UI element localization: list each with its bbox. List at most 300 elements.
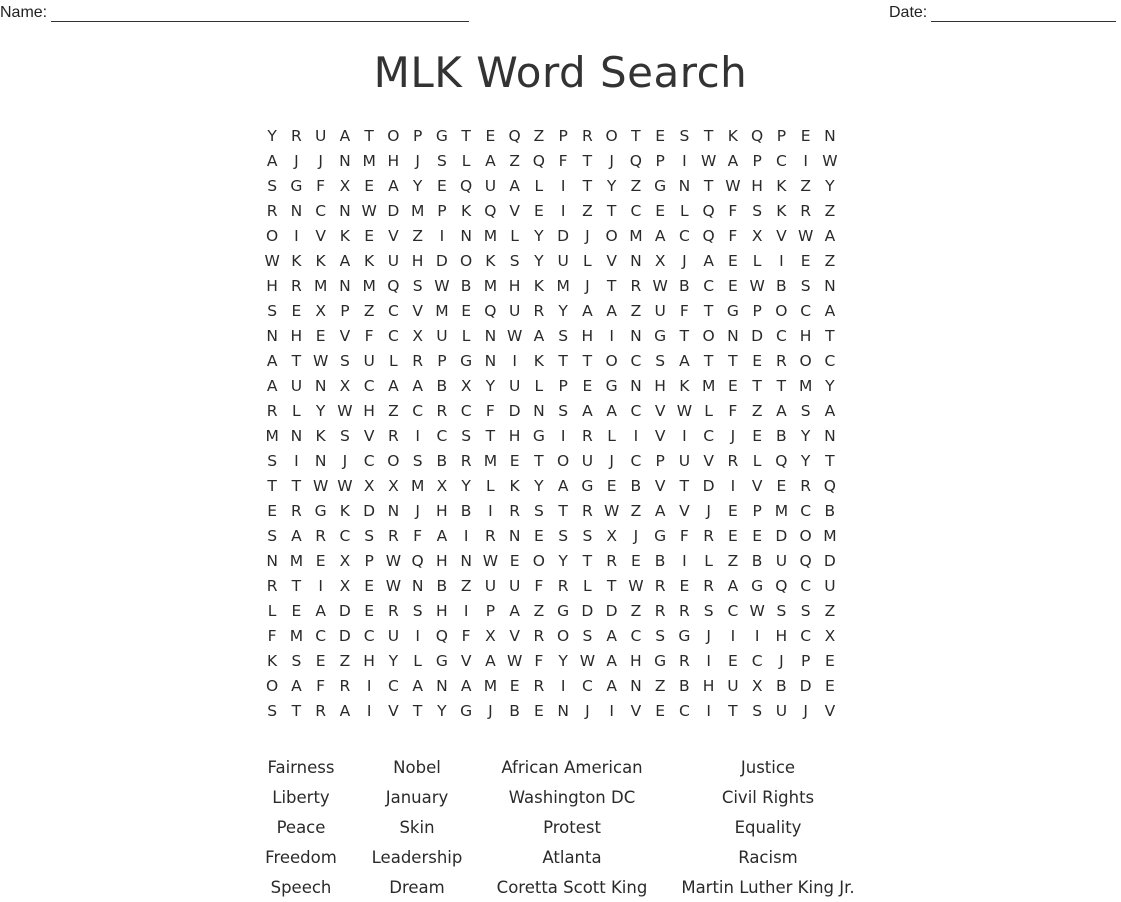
- grid-letter: M: [483, 227, 498, 245]
- grid-letter: C: [800, 502, 812, 520]
- grid-letter: W: [312, 477, 329, 495]
- grid-letter: P: [437, 202, 447, 220]
- grid-letter: T: [534, 452, 544, 470]
- grid-letter: P: [752, 302, 762, 320]
- grid-letter: C: [630, 452, 642, 470]
- grid-letter: P: [485, 602, 496, 620]
- grid-letter: B: [436, 577, 448, 595]
- grid-letter: B: [679, 677, 690, 695]
- grid-letter: Q: [532, 152, 545, 170]
- grid-letter: U: [508, 577, 521, 595]
- grid-letter: P: [558, 127, 568, 145]
- word-bank-item: Freedom: [265, 847, 337, 867]
- grid-letter: C: [678, 702, 690, 720]
- grid-letter: R: [606, 552, 618, 570]
- word-bank-item: Nobel: [393, 757, 441, 777]
- grid-letter: S: [509, 252, 520, 270]
- grid-letter: N: [339, 152, 351, 170]
- grid-letter: N: [460, 227, 472, 245]
- grid-letter: I: [439, 227, 445, 245]
- grid-letter: A: [533, 327, 545, 345]
- grid-letter: J: [488, 702, 493, 720]
- grid-letter: X: [412, 327, 423, 345]
- grid-letter: S: [655, 352, 666, 370]
- grid-letter: Z: [824, 602, 836, 620]
- grid-letter: A: [654, 227, 666, 245]
- grid-letter: I: [488, 502, 493, 520]
- grid-letter: N: [436, 677, 448, 695]
- grid-letter: I: [706, 702, 711, 720]
- grid-letter: O: [387, 127, 400, 145]
- grid-letter: M: [289, 627, 304, 645]
- grid-row: [260, 349, 842, 374]
- grid-letter: F: [728, 402, 738, 420]
- grid-letter: K: [315, 252, 326, 270]
- grid-letter: A: [824, 402, 836, 420]
- grid-letter: G: [751, 577, 764, 595]
- grid-letter: Z: [630, 602, 642, 620]
- grid-letter: Z: [533, 127, 545, 145]
- grid-letter: Y: [800, 452, 811, 470]
- grid-letter: C: [775, 327, 787, 345]
- word-bank-row: [0, 842, 1121, 872]
- grid-letter: U: [775, 702, 788, 720]
- grid-letter: G: [435, 127, 448, 145]
- grid-letter: J: [633, 527, 639, 545]
- grid-letter: T: [582, 352, 593, 370]
- grid-letter: S: [461, 427, 472, 445]
- grid-letter: R: [557, 577, 569, 595]
- grid-letter: H: [508, 277, 521, 295]
- grid-letter: F: [485, 402, 495, 420]
- grid-letter: B: [630, 477, 642, 495]
- grid-letter: Q: [702, 227, 715, 245]
- grid-letter: L: [534, 177, 544, 195]
- grid-letter: J: [779, 652, 784, 670]
- grid-letter: E: [606, 477, 617, 495]
- grid-letter: J: [682, 252, 687, 270]
- grid-letter: H: [363, 402, 375, 420]
- grid-letter: T: [728, 352, 738, 370]
- grid-letter: D: [702, 477, 715, 495]
- grid-letter: L: [680, 202, 689, 220]
- grid-letter: X: [751, 227, 763, 245]
- grid-letter: Y: [461, 477, 471, 495]
- grid-letter: N: [508, 527, 521, 545]
- grid-row: [260, 449, 842, 474]
- grid-letter: M: [483, 677, 498, 695]
- grid-letter: C: [824, 352, 836, 370]
- grid-letter: T: [776, 377, 787, 395]
- grid-letter: Z: [630, 302, 642, 320]
- grid-letter: R: [581, 427, 593, 445]
- grid-letter: E: [315, 327, 326, 345]
- name-line[interactable]: [51, 5, 469, 22]
- grid-letter: Y: [534, 227, 544, 245]
- grid-letter: Z: [630, 177, 642, 195]
- grid-letter: M: [410, 202, 425, 220]
- grid-letter: V: [654, 402, 666, 420]
- grid-letter: Q: [702, 202, 715, 220]
- grid-letter: A: [266, 352, 278, 370]
- grid-letter: N: [824, 427, 836, 445]
- grid-letter: S: [752, 702, 763, 720]
- grid-letter: J: [415, 152, 420, 170]
- grid-row: [260, 174, 842, 199]
- grid-letter: E: [655, 127, 666, 145]
- grid-letter: X: [436, 477, 448, 495]
- grid-letter: Z: [654, 677, 666, 695]
- grid-letter: O: [532, 552, 545, 570]
- grid-letter: W: [361, 202, 377, 220]
- grid-letter: A: [582, 402, 593, 420]
- grid-letter: A: [291, 677, 302, 695]
- grid-letter: R: [412, 352, 424, 370]
- grid-letter: F: [728, 202, 738, 220]
- grid-letter: S: [267, 452, 278, 470]
- grid-letter: A: [703, 252, 714, 270]
- word-bank-item: Martin Luther King Jr.: [681, 877, 855, 897]
- word-bank-item: Liberty: [272, 787, 330, 807]
- grid-letter: C: [315, 627, 327, 645]
- grid-letter: A: [557, 477, 569, 495]
- grid-letter: K: [533, 352, 544, 370]
- grid-letter: G: [314, 502, 327, 520]
- grid-letter: I: [682, 552, 687, 570]
- grid-letter: R: [436, 402, 448, 420]
- grid-letter: S: [364, 527, 375, 545]
- grid-letter: U: [824, 577, 836, 595]
- grid-letter: K: [533, 277, 544, 295]
- grid-letter: V: [654, 427, 666, 445]
- grid-letter: M: [556, 277, 570, 295]
- grid-letter: T: [582, 177, 593, 195]
- grid-letter: U: [290, 377, 303, 395]
- grid-letter: P: [752, 152, 762, 170]
- grid-letter: E: [752, 527, 763, 545]
- grid-letter: W: [628, 577, 644, 595]
- grid-letter: A: [509, 177, 520, 195]
- grid-letter: K: [509, 477, 520, 495]
- grid-letter: V: [509, 202, 520, 220]
- grid-letter: C: [800, 302, 812, 320]
- grid-letter: Z: [509, 152, 520, 170]
- grid-letter: Q: [775, 452, 788, 470]
- grid-letter: S: [339, 427, 350, 445]
- grid-letter: F: [679, 527, 689, 545]
- grid-letter: U: [557, 252, 569, 270]
- grid-letter: D: [338, 627, 351, 645]
- grid-letter: G: [654, 527, 667, 545]
- grid-letter: E: [533, 702, 544, 720]
- grid-letter: S: [436, 152, 447, 170]
- grid-letter: W: [312, 352, 329, 370]
- grid-letter: C: [581, 677, 593, 695]
- grid-letter: I: [754, 627, 760, 645]
- grid-letter: J: [585, 702, 590, 720]
- grid-row: [260, 474, 842, 499]
- grid-letter: T: [267, 477, 277, 495]
- grid-letter: A: [606, 302, 617, 320]
- grid-letter: C: [703, 277, 715, 295]
- grid-letter: R: [775, 352, 787, 370]
- grid-letter: G: [435, 652, 448, 670]
- grid-letter: N: [339, 277, 351, 295]
- grid-letter: Y: [388, 652, 399, 670]
- grid-letter: C: [751, 652, 763, 670]
- grid-letter: A: [509, 602, 520, 620]
- grid-letter: I: [633, 427, 639, 445]
- grid-letter: R: [315, 702, 327, 720]
- grid-row: [260, 399, 842, 424]
- grid-letter: L: [752, 452, 762, 470]
- grid-letter: R: [703, 527, 715, 545]
- grid-letter: T: [679, 327, 690, 345]
- grid-letter: K: [485, 252, 496, 270]
- word-bank-row: [0, 782, 1121, 812]
- grid-letter: X: [654, 252, 666, 270]
- grid-letter: F: [267, 627, 277, 645]
- grid-letter: Q: [775, 577, 788, 595]
- grid-letter: O: [605, 352, 618, 370]
- grid-letter: R: [581, 127, 593, 145]
- word-bank-item: Dream: [389, 877, 445, 897]
- grid-letter: T: [703, 177, 714, 195]
- grid-letter: I: [609, 327, 614, 345]
- grid-letter: T: [291, 577, 302, 595]
- grid-letter: Y: [825, 177, 835, 195]
- grid-letter: D: [775, 527, 788, 545]
- grid-letter: S: [800, 602, 811, 620]
- grid-letter: N: [678, 177, 691, 195]
- grid-letter: S: [558, 527, 569, 545]
- grid-letter: G: [726, 302, 739, 320]
- grid-letter: S: [339, 352, 350, 370]
- grid-letter: T: [752, 377, 762, 395]
- grid-letter: Y: [267, 127, 277, 145]
- grid-letter: M: [265, 427, 279, 445]
- grid-letter: U: [387, 252, 400, 270]
- grid-letter: P: [655, 152, 665, 170]
- grid-letter: Y: [558, 652, 568, 670]
- grid-letter: O: [266, 677, 279, 695]
- grid-letter: A: [339, 702, 351, 720]
- grid-letter: S: [655, 627, 666, 645]
- grid-letter: N: [460, 552, 472, 570]
- grid-letter: I: [682, 152, 687, 170]
- grid-letter: T: [364, 127, 374, 145]
- grid-letter: I: [609, 702, 614, 720]
- grid-letter: K: [727, 127, 738, 145]
- grid-letter: R: [533, 627, 545, 645]
- grid-letter: P: [340, 302, 350, 320]
- grid-letter: O: [775, 302, 788, 320]
- name-field[interactable]: [0, 4, 469, 22]
- grid-letter: T: [558, 352, 568, 370]
- grid-letter: E: [727, 502, 738, 520]
- grid-letter: I: [415, 427, 420, 445]
- grid-letter: K: [315, 427, 326, 445]
- grid-letter: A: [266, 377, 278, 395]
- grid-letter: E: [824, 652, 835, 670]
- grid-letter: X: [339, 377, 351, 395]
- grid-letter: R: [533, 677, 545, 695]
- grid-letter: E: [533, 527, 544, 545]
- grid-letter: M: [313, 277, 328, 295]
- grid-letter: Z: [727, 552, 739, 570]
- grid-letter: O: [605, 227, 618, 245]
- grid-letter: A: [460, 677, 472, 695]
- grid-letter: I: [463, 602, 469, 620]
- grid-letter: E: [800, 252, 811, 270]
- grid-letter: V: [363, 427, 375, 445]
- grid-letter: N: [630, 677, 642, 695]
- grid-letter: E: [655, 702, 666, 720]
- grid-letter: R: [460, 452, 472, 470]
- grid-letter: S: [679, 127, 690, 145]
- grid-letter: E: [291, 602, 302, 620]
- name-label: Name:: [0, 4, 48, 21]
- grid-letter: H: [266, 277, 278, 295]
- grid-letter: H: [630, 652, 642, 670]
- grid-letter: T: [485, 427, 496, 445]
- grid-row: [260, 599, 842, 624]
- grid-letter: N: [824, 127, 836, 145]
- grid-letter: X: [751, 677, 763, 695]
- grid-letter: W: [652, 277, 668, 295]
- grid-letter: F: [461, 627, 471, 645]
- grid-letter: U: [508, 377, 521, 395]
- grid-letter: W: [337, 477, 353, 495]
- grid-row: [260, 374, 842, 399]
- word-bank-item: Fairness: [267, 757, 335, 777]
- grid-letter: L: [292, 402, 301, 420]
- grid-letter: Y: [534, 477, 544, 495]
- grid-letter: H: [387, 152, 400, 170]
- grid-letter: C: [363, 377, 375, 395]
- grid-letter: U: [727, 677, 739, 695]
- grid-letter: S: [291, 652, 302, 670]
- grid-letter: K: [339, 227, 350, 245]
- grid-letter: V: [412, 302, 423, 320]
- word-bank-item: Washington DC: [508, 787, 636, 807]
- grid-letter: H: [436, 552, 448, 570]
- grid-letter: A: [388, 377, 399, 395]
- grid-letter: D: [799, 677, 812, 695]
- grid-letter: S: [800, 402, 811, 420]
- grid-letter: E: [582, 377, 593, 395]
- grid-letter: P: [776, 127, 787, 145]
- grid-letter: G: [678, 627, 691, 645]
- grid-letter: V: [679, 502, 690, 520]
- grid-letter: T: [703, 352, 714, 370]
- grid-letter: D: [363, 502, 376, 520]
- grid-letter: C: [630, 202, 642, 220]
- grid-letter: I: [512, 352, 517, 370]
- grid-letter: V: [509, 627, 520, 645]
- grid-letter: K: [776, 202, 787, 220]
- grid-letter: C: [630, 402, 642, 420]
- word-bank-item: Protest: [543, 817, 601, 837]
- grid-letter: R: [678, 602, 690, 620]
- grid-letter: E: [364, 227, 375, 245]
- grid-letter: M: [362, 277, 376, 295]
- grid-letter: R: [387, 427, 399, 445]
- grid-letter: S: [267, 177, 278, 195]
- grid-letter: E: [485, 127, 496, 145]
- grid-letter: C: [630, 627, 642, 645]
- grid-letter: F: [534, 577, 544, 595]
- grid-row: [260, 324, 842, 349]
- grid-row: [260, 499, 842, 524]
- grid-letter: N: [339, 202, 351, 220]
- word-bank-item: Atlanta: [542, 847, 602, 867]
- grid-letter: R: [800, 477, 812, 495]
- grid-letter: I: [294, 452, 299, 470]
- grid-letter: R: [290, 502, 302, 520]
- grid-letter: C: [387, 302, 399, 320]
- grid-letter: A: [606, 402, 617, 420]
- grid-letter: B: [824, 502, 836, 520]
- grid-letter: X: [606, 527, 617, 545]
- grid-letter: B: [654, 552, 666, 570]
- date-field[interactable]: [889, 4, 1116, 22]
- grid-letter: B: [776, 277, 787, 295]
- grid-letter: H: [799, 327, 812, 345]
- grid-letter: O: [460, 252, 473, 270]
- grid-letter: E: [533, 202, 544, 220]
- grid-letter: N: [533, 402, 545, 420]
- grid-letter: E: [727, 527, 738, 545]
- grid-letter: A: [412, 377, 423, 395]
- grid-letter: S: [412, 452, 423, 470]
- word-bank-row: [0, 872, 1121, 902]
- grid-letter: P: [655, 452, 665, 470]
- word-bank-item: Leadership: [371, 847, 463, 867]
- grid-letter: H: [751, 177, 763, 195]
- grid-letter: A: [606, 677, 617, 695]
- grid-letter: Z: [582, 202, 593, 220]
- grid-letter: R: [678, 652, 690, 670]
- grid-letter: G: [605, 377, 618, 395]
- grid-letter: E: [727, 252, 738, 270]
- grid-letter: W: [797, 227, 814, 245]
- grid-letter: C: [800, 627, 812, 645]
- grid-letter: W: [579, 652, 596, 670]
- grid-letter: R: [266, 202, 278, 220]
- date-line[interactable]: [931, 5, 1116, 22]
- grid-letter: Z: [412, 227, 423, 245]
- grid-letter: Z: [824, 202, 836, 220]
- grid-letter: G: [460, 702, 473, 720]
- grid-letter: M: [483, 452, 498, 470]
- grid-letter: S: [776, 602, 787, 620]
- grid-letter: M: [483, 277, 498, 295]
- grid-letter: Q: [799, 552, 812, 570]
- grid-letter: X: [315, 302, 326, 320]
- word-bank-row: [0, 752, 1121, 782]
- grid-letter: F: [558, 152, 568, 170]
- grid-letter: E: [509, 677, 520, 695]
- grid-letter: F: [728, 227, 738, 245]
- grid-letter: C: [775, 152, 787, 170]
- grid-letter: D: [508, 402, 521, 420]
- grid-letter: E: [679, 577, 690, 595]
- grid-letter: U: [387, 627, 400, 645]
- grid-letter: B: [776, 677, 787, 695]
- grid-letter: I: [706, 652, 711, 670]
- grid-letter: I: [560, 677, 566, 695]
